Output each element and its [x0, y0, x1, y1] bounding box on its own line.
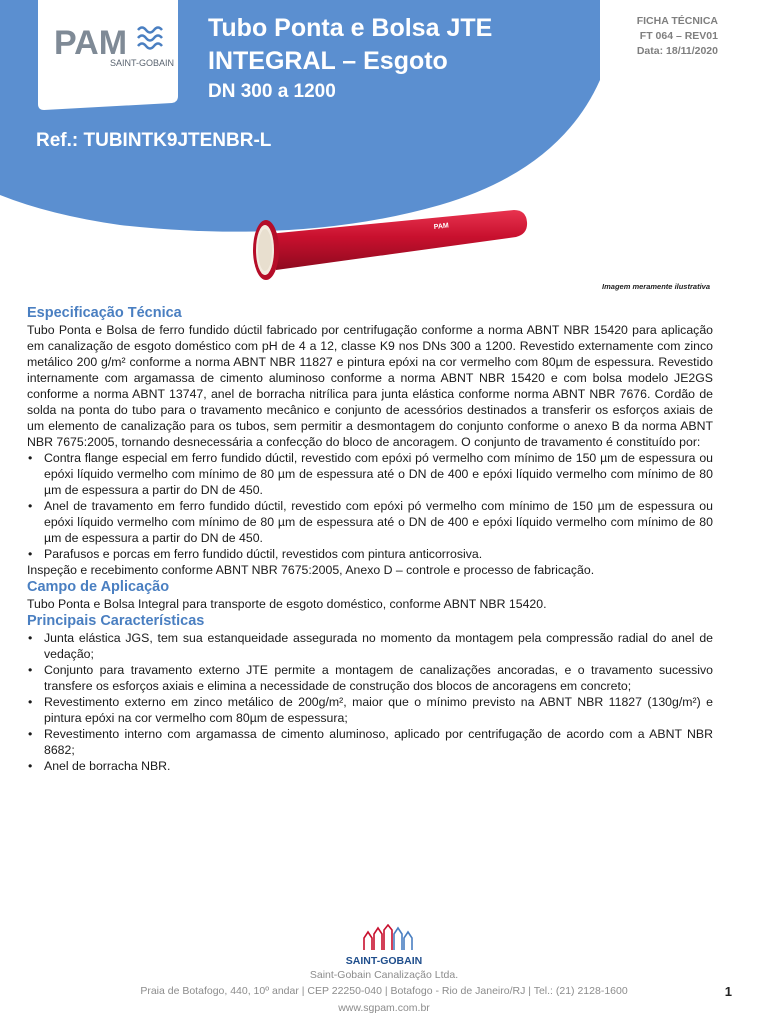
footer-website[interactable]: www.sgpam.com.br — [338, 1002, 430, 1014]
pam-logo-subtext: SAINT-GOBAIN — [110, 58, 175, 68]
footer-address: Praia de Botafogo, 440, 10º andar | CEP 22250-040 | Botafogo - Rio de Janeiro/RJ | Tel.: (21) 2128-1600 — [140, 985, 628, 997]
list-item: • Parafusos e porcas em ferro fundido dúctil, revestidos com pintura anticorrosiva. — [28, 547, 483, 561]
list-item: • Revestimento externo em zinco metálico de 200g/m², maior que o mínimo previsto na ABNT NBR 11827 (130g/m²) e pintura epóxi na cor vermelho com 80µm de espessura; — [28, 695, 713, 725]
pam-logo-text: PAM — [54, 24, 128, 62]
list-item-text: Revestimento externo em zinco metálico de 200g/m², maior que o mínimo previsto na ABNT NBR 11827 (130g/m²) e pintura epóxi na cor vermelho com 80µm de espessura; — [44, 695, 713, 725]
application-paragraph: Tubo Ponta e Bolsa Integral para transporte de esgoto doméstico, conforme ABNT NBR 15420. — [27, 597, 547, 611]
spec-paragraph: Tubo Ponta e Bolsa de ferro fundido dúctil fabricado por centrifugação conforme a norma ABNT NBR 15420 para aplicação em canalização de esgoto doméstico com pH de 4 a 12, classe K9 nos DNs 300 a 1200. Revestido externamente com zinco metálico 200 g/m² conforme a norma ABNT NBR 11827 e pintura epóxi na cor vermelho com 80µm de espessura. Revestido internamente com argamassa de cimento aluminoso conforme a norma ABNT NBR 15420 e com bolsa modelo JE2GS conforme a norma ABNT 13747, anel de borracha nitrílica para junta elástica conforme norma ABNT NBR 7676. Cordão de solda na ponta do tubo para o travamento mecânico e conjunto de acessórios destinados a transferir os esforços axiais de um elemento de canalização para os tubos, sem permitir a desmontagem do conjunto conforme o anexo B da norma ABNT NBR 7675:2005, tornando desnecessária a confecção do bloco de ancoragem. O conjunto de travamento é constituído por: — [27, 323, 713, 449]
ficha-date: Data: 18/11/2020 — [636, 45, 718, 57]
ficha-label: FICHA TÉCNICA — [636, 15, 718, 27]
title-line-2: INTEGRAL – Esgoto — [208, 47, 448, 75]
list-item: • Revestimento interno com argamassa de cimento aluminoso, aplicado por centrifugação de acordo com a ABNT NBR 8682; — [28, 727, 713, 757]
list-item-text: Conjunto para travamento externo JTE permite a montagem de canalizações ancoradas, e o travamento sucessivo transfere os esforços axiais e elimina a necessidade de construção dos blocos de ancoragens em concreto; — [44, 663, 713, 693]
spec-closing: Inspeção e recebimento conforme ABNT NBR 7675:2005, Anexo D – controle e processo de fabricação. — [27, 563, 595, 577]
document-title — [208, 12, 492, 105]
list-item-text: Anel de borracha NBR. — [44, 759, 171, 773]
title-subtitle: DN 300 a 1200 — [208, 81, 336, 102]
saint-gobain-logo-text: SAINT-GOBAIN — [345, 955, 423, 967]
image-caption: Imagem meramente ilustrativa — [602, 282, 710, 291]
saint-gobain-logo — [336, 924, 432, 968]
list-item-text: Junta elástica JGS, tem sua estanqueidade assegurada no momento da montagem pela compressão radial do anel de vedação; — [44, 631, 713, 661]
list-item: • Conjunto para travamento externo JTE permite a montagem de canalizações ancoradas, e o travamento sucessivo transfere os esforços axiais e elimina a necessidade de construção dos blocos de ancoragens em concreto; — [28, 663, 713, 693]
list-item: • Junta elástica JGS, tem sua estanqueidade assegurada no momento da montagem pela compressão radial do anel de vedação; — [28, 631, 713, 661]
list-item-text: Anel de travamento em ferro fundido dúctil, revestido com epóxi pó vermelho com mínimo de 150 µm de espessura ou epóxi líquido vermelho com mínimo de 80 µm de espessura até o DN de 400 e epóxi líquido vermelho com mínimo de 80 µm de espessura a partir do DN de 450. — [44, 499, 713, 545]
product-reference: Ref.: TUBINTK9JTENBR-L — [36, 130, 272, 151]
list-item: • Anel de travamento em ferro fundido dúctil, revestido com epóxi pó vermelho com mínimo de 150 µm de espessura ou epóxi líquido vermelho com mínimo de 80 µm de espessura até o DN de 400 e epóxi líquido vermelho com mínimo de 80 µm de espessura a partir do DN de 450. — [28, 499, 713, 545]
footer-company: Saint-Gobain Canalização Ltda. — [309, 969, 459, 981]
features-heading: Principais Características — [27, 613, 205, 629]
list-item-text: Parafusos e porcas em ferro fundido dúctil, revestidos com pintura anticorrosiva. — [44, 547, 483, 561]
spec-heading: Especificação Técnica — [27, 305, 182, 321]
list-item: • Anel de borracha NBR. — [28, 759, 171, 773]
ficha-tecnica-block — [637, 14, 718, 59]
document-body — [27, 304, 713, 774]
application-heading: Campo de Aplicação — [27, 579, 170, 595]
page-number: 1 — [724, 984, 732, 999]
pam-logo — [38, 0, 178, 110]
ficha-code: FT 064 – REV01 — [639, 30, 718, 42]
pipe-illustration — [246, 204, 528, 282]
pipe-logo-text: PAM — [433, 222, 450, 231]
list-item-text: Revestimento interno com argamassa de cimento aluminoso, aplicado por centrifugação de acordo com a ABNT NBR 8682; — [44, 727, 713, 757]
spec-list — [27, 450, 713, 562]
features-list — [27, 630, 713, 774]
title-line-1: Tubo Ponta e Bolsa JTE — [208, 14, 493, 42]
list-item: • Contra flange especial em ferro fundido dúctil, revestido com epóxi pó vermelho com mínimo de 150 µm de espessura ou epóxi líquido vermelho com mínimo de 80 µm de espessura até o DN de 400 e epóxi líquido vermelho com mínimo de 80 µm de espessura a partir do DN de 450. — [28, 451, 713, 497]
list-item-text: Contra flange especial em ferro fundido dúctil, revestido com epóxi pó vermelho com mínimo de 150 µm de espessura ou epóxi líquido vermelho com mínimo de 80 µm de espessura até o DN de 400 e epóxi líquido vermelho com mínimo de 80 µm de espessura a partir do DN de 450. — [44, 451, 713, 497]
